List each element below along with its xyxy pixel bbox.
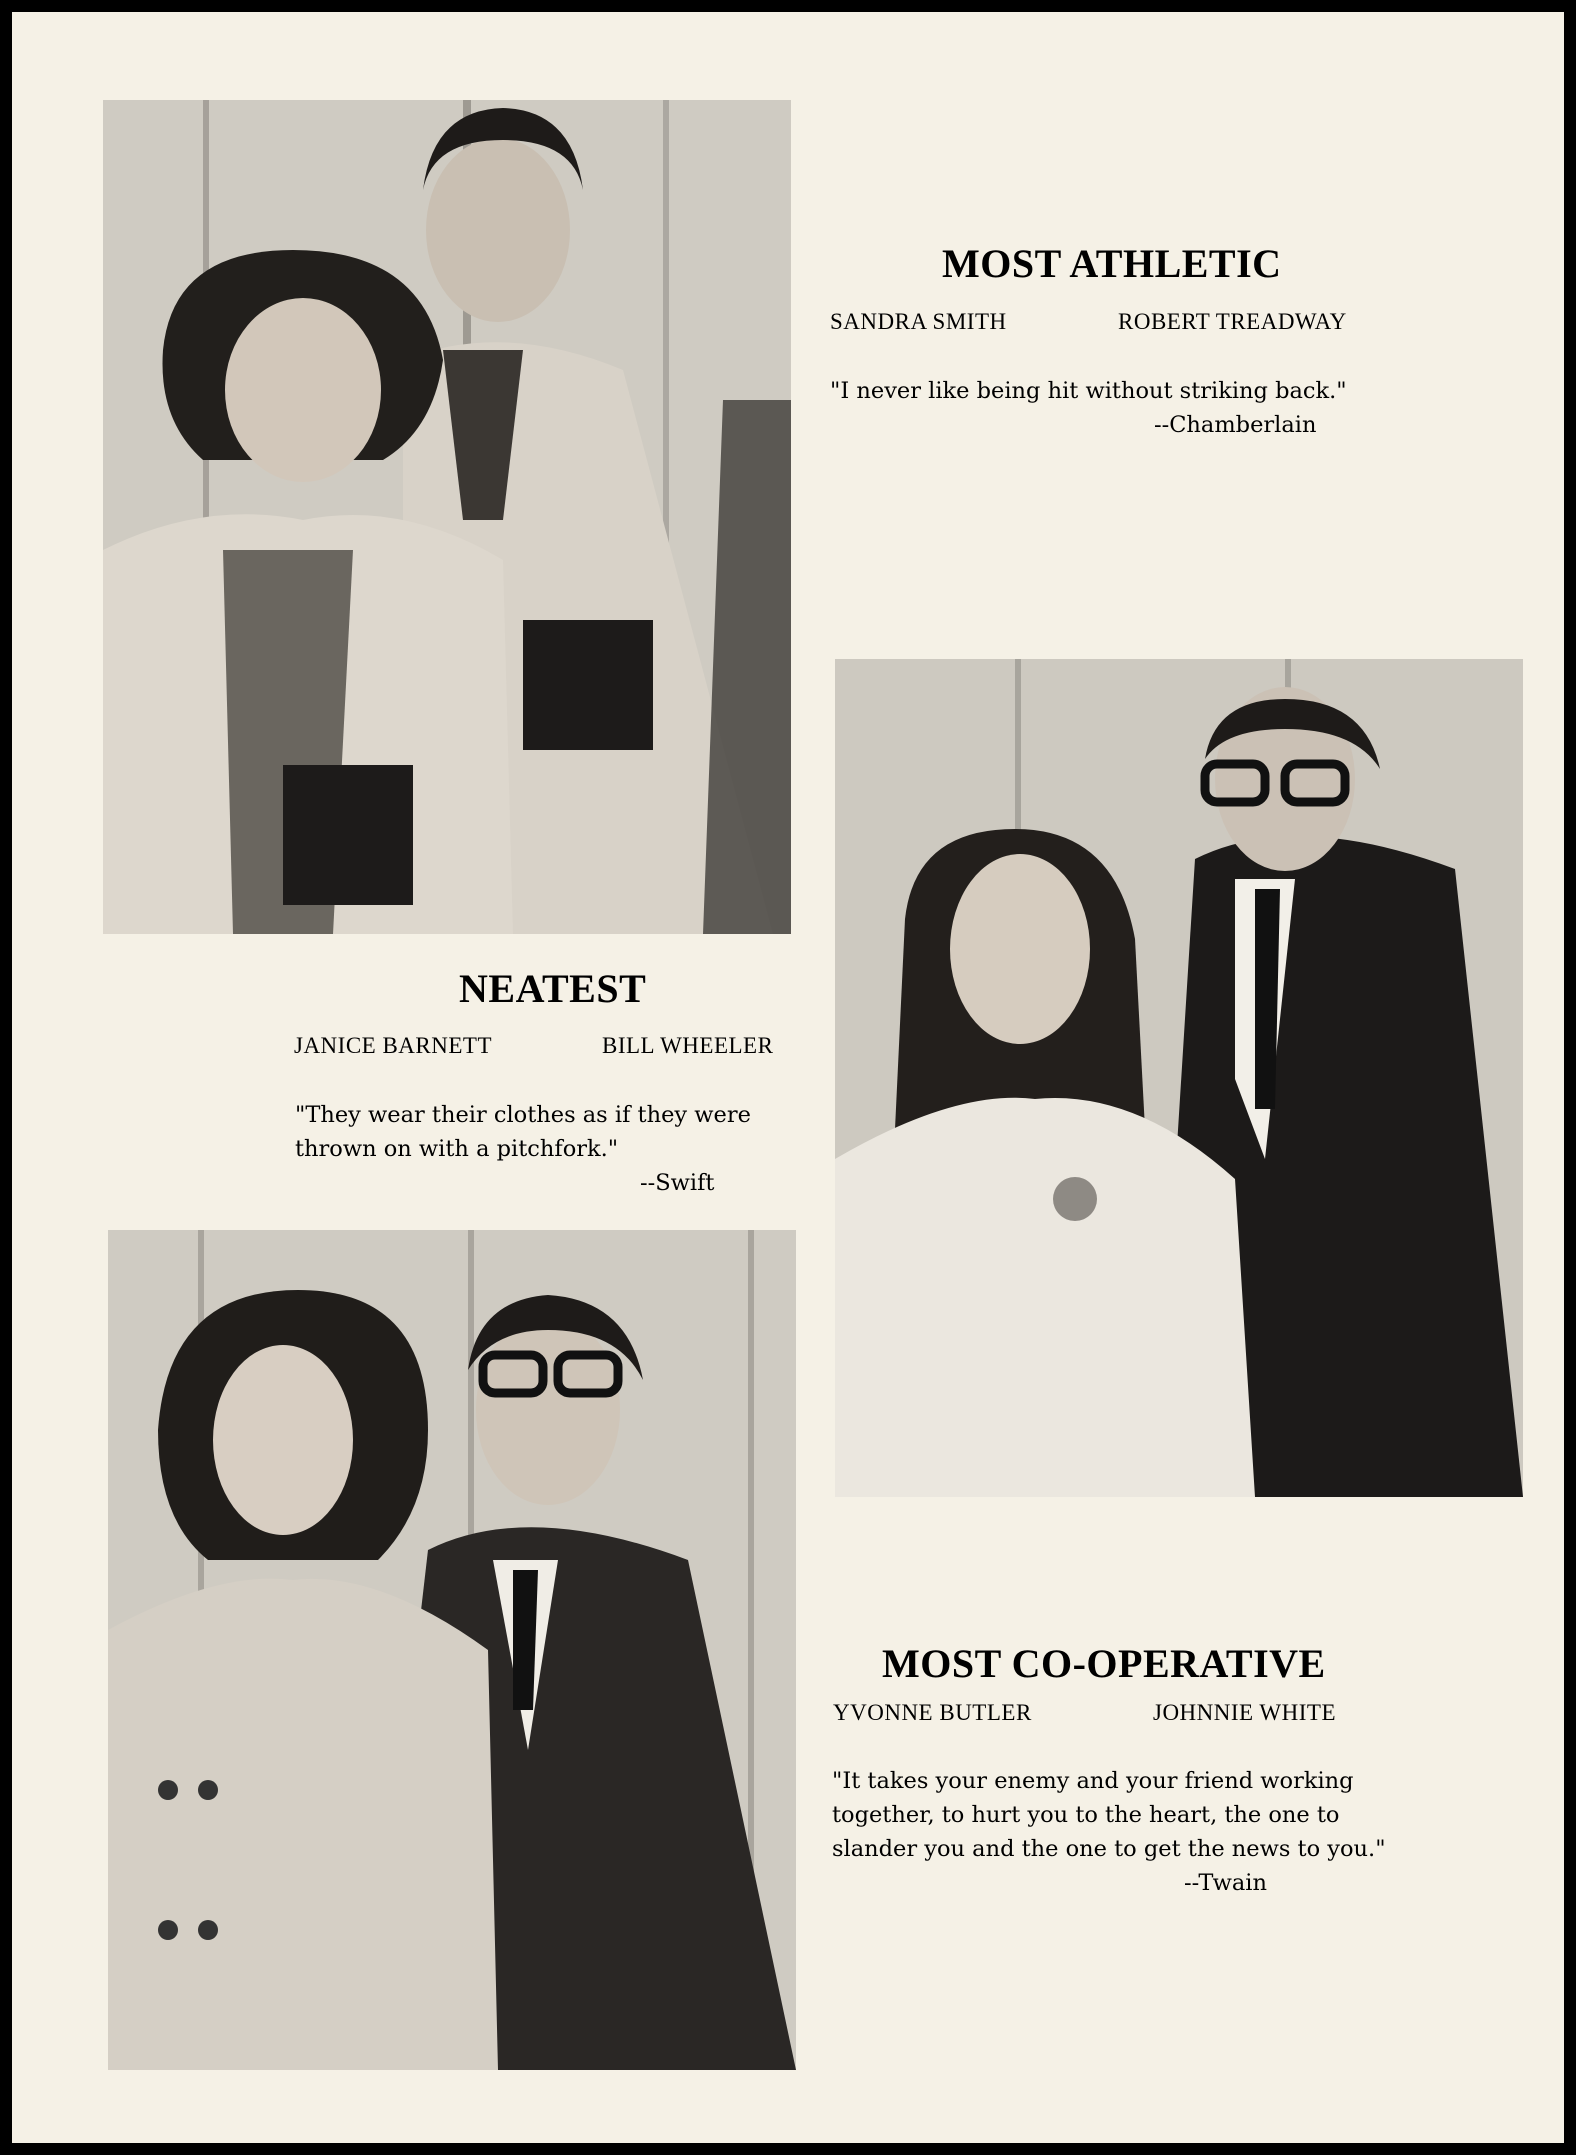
quote-line: "It takes your enemy and your friend working (832, 1768, 1354, 1794)
name-yvonne-butler: YVONNE BUTLER (833, 1700, 1032, 1725)
name-robert-treadway: ROBERT TREADWAY (1118, 309, 1347, 334)
attribution-swift: --Swift (640, 1170, 715, 1196)
attribution-twain: --Twain (1184, 1870, 1267, 1896)
name-sandra-smith: SANDRA SMITH (830, 309, 1007, 334)
quote-line: slander you and the one to get the news to you." (832, 1836, 1386, 1862)
photo-neatest (835, 659, 1523, 1497)
photo-most-cooperative (108, 1230, 796, 2070)
photo-most-athletic (103, 100, 791, 934)
name-janice-barnett: JANICE BARNETT (294, 1033, 493, 1058)
quote-line: "I never like being hit without striking back." (830, 378, 1347, 404)
section-title-most-athletic: MOST ATHLETIC (942, 241, 1282, 286)
quote-most-athletic (830, 374, 1347, 408)
quote-line: thrown on with a pitchfork." (295, 1136, 619, 1162)
section-title-neatest: NEATEST (459, 966, 647, 1011)
quote-line: together, to hurt you to the heart, the one to (832, 1802, 1340, 1828)
name-bill-wheeler: BILL WHEELER (602, 1033, 774, 1058)
section-title-most-cooperative: MOST CO-OPERATIVE (882, 1641, 1326, 1686)
quote-line: "They wear their clothes as if they were (295, 1102, 751, 1128)
attribution-chamberlain: --Chamberlain (1154, 412, 1317, 438)
name-johnnie-white: JOHNNIE WHITE (1153, 1700, 1337, 1725)
quote-most-cooperative (832, 1764, 1386, 1866)
quote-neatest (295, 1098, 751, 1166)
yearbook-page (12, 12, 1564, 2143)
